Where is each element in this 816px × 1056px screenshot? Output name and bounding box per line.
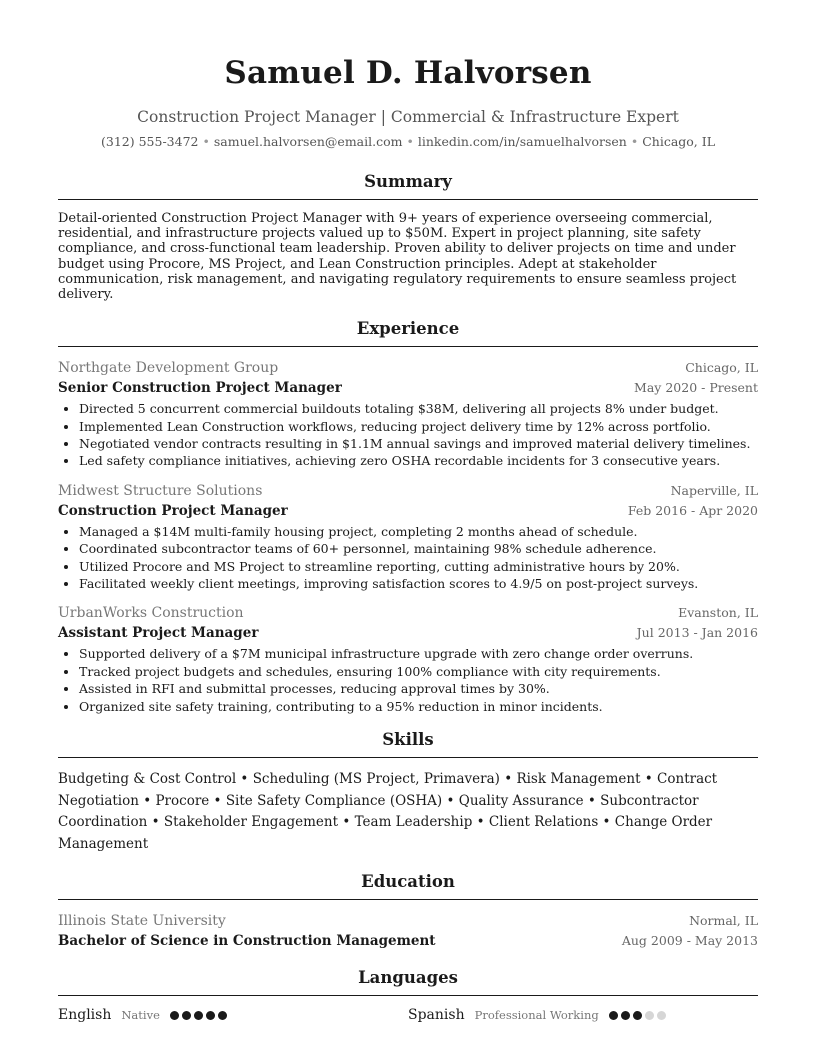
experience-entry: [58, 481, 758, 593]
headline: Construction Project Manager | Commercial & Infrastructure Expert: [137, 108, 679, 126]
proficiency-dot-filled: [218, 1011, 227, 1020]
job-bullet: • Managed a $14M multi-family housing project, completing 2 months ahead of schedule.: [79, 523, 758, 540]
experience-entry: [58, 358, 758, 470]
job-bullet: • Directed 5 concurrent commercial buildouts totaling $38M, delivering all projects 8% under budget.: [79, 400, 758, 417]
company-name: Midwest Structure Solutions: [58, 482, 263, 499]
section-divider: [58, 757, 758, 758]
proficiency-dot-filled: [182, 1011, 191, 1020]
proficiency-dot-filled: [194, 1011, 203, 1020]
job-title: Construction Project Manager: [58, 502, 288, 519]
contact-linkedin[interactable]: linkedin.com/in/samuelhalvorsen: [417, 134, 627, 149]
job-bullet: • Assisted in RFI and submittal processes, reducing approval times by 30%.: [79, 680, 758, 697]
education-dates: Aug 2009 - May 2013: [621, 933, 758, 949]
proficiency-dot-empty: [645, 1011, 654, 1020]
language-item: [58, 1007, 408, 1023]
section-divider: [58, 995, 758, 996]
section-divider: [58, 199, 758, 200]
contact-separator: •: [202, 134, 210, 149]
degree: Bachelor of Science in Construction Management: [58, 933, 436, 950]
contact-email[interactable]: samuel.halvorsen@email.com: [213, 134, 403, 149]
company-name: UrbanWorks Construction: [58, 605, 244, 622]
job-bullets: [58, 523, 758, 593]
language-name: Spanish: [408, 1007, 465, 1024]
languages-section: [58, 967, 758, 1023]
skills-section: [58, 729, 758, 855]
job-bullet: • Coordinated subcontractor teams of 60+ personnel, maintaining 98% schedule adherence.: [79, 540, 758, 557]
job-bullet: • Utilized Procore and MS Project to streamline reporting, cutting administrative hours by 20%.: [79, 558, 758, 575]
contact-separator: •: [406, 134, 414, 149]
job-bullet: • Led safety compliance initiatives, achieving zero OSHA recordable incidents for 3 consecutive years.: [79, 452, 758, 469]
job-dates: May 2020 - Present: [634, 380, 758, 396]
job-bullet: • Tracked project budgets and schedules, ensuring 100% compliance with city requirements.: [79, 663, 758, 680]
section-title-skills: Skills: [382, 730, 434, 750]
section-title-experience: Experience: [356, 319, 460, 339]
job-location: Chicago, IL: [685, 360, 758, 376]
job-dates: Feb 2016 - Apr 2020: [627, 502, 758, 518]
job-bullet: • Implemented Lean Construction workflows, reducing project delivery time by 12% across portfolio.: [79, 418, 758, 435]
summary-section: [58, 171, 758, 302]
contact-location: Chicago, IL: [642, 134, 715, 149]
skills-list: Budgeting & Cost Control • Scheduling (MS Project, Primavera) • Risk Management • Contract Negotiation • Procore • Site Safety Compliance (OSHA) • Quality Assurance • Subcontractor Coordination • Stakeholder Engagement • Team Leadership • Client Relations • Change Order Management: [58, 771, 718, 852]
section-title-education: Education: [361, 872, 455, 892]
experience-entry: [58, 603, 758, 715]
candidate-name: Samuel D. Halvorsen: [224, 55, 592, 91]
job-location: Evanston, IL: [678, 605, 758, 621]
company-name: Northgate Development Group: [58, 360, 279, 377]
proficiency-dot-filled: [170, 1011, 179, 1020]
section-title-summary: Summary: [364, 172, 452, 191]
proficiency-dot-filled: [633, 1011, 642, 1020]
job-bullet: • Negotiated vendor contracts resulting in $1.1M annual savings and improved material delivery timelines.: [79, 435, 758, 452]
job-title: Senior Construction Project Manager: [58, 380, 342, 397]
contact-separator: •: [630, 134, 639, 149]
job-bullet: • Facilitated weekly client meetings, improving satisfaction scores to 4.9/5 on post-project surveys.: [79, 575, 758, 592]
job-dates: Jul 2013 - Jan 2016: [636, 625, 758, 641]
experience-section: [58, 318, 758, 715]
section-divider: [58, 346, 758, 347]
language-item: [408, 1007, 758, 1023]
job-bullet: • Organized site safety training, contributing to a 95% reduction in minor incidents.: [79, 698, 758, 715]
section-title-languages: Languages: [358, 968, 458, 988]
proficiency-dot-filled: [609, 1011, 618, 1020]
job-title: Assistant Project Manager: [58, 625, 259, 642]
proficiency-dot-filled: [206, 1011, 215, 1020]
school-location: Normal, IL: [689, 913, 758, 929]
education-section: [58, 871, 758, 951]
language-level: Professional Working: [474, 1008, 599, 1023]
proficiency-dot-filled: [621, 1011, 630, 1020]
job-bullets: [58, 400, 758, 470]
language-level: Native: [121, 1008, 160, 1023]
contact-line: [58, 133, 758, 151]
job-bullet: • Supported delivery of a $7M municipal infrastructure upgrade with zero change order overruns.: [79, 645, 758, 662]
school-name: Illinois State University: [58, 913, 226, 930]
contact-phone: (312) 555-3472: [101, 134, 199, 149]
section-divider: [58, 899, 758, 900]
proficiency-dots: [170, 1011, 230, 1020]
summary-text: Detail-oriented Construction Project Manager with 9+ years of experience overseeing commercial, residential, and infrastructure projects valued up to $50M. Expert in project planning, site safety compliance, and cross-functional team leadership. Proven ability to deliver projects on time and under budget using Procore, MS Project, and Lean Construction principles. Adept at stakeholder communication, risk management, and navigating regulatory requirements to ensure seamless project delivery.: [58, 211, 737, 303]
language-name: English: [58, 1007, 112, 1024]
job-bullets: [58, 645, 758, 715]
proficiency-dots: [609, 1011, 669, 1020]
job-location: Naperville, IL: [670, 482, 758, 498]
proficiency-dot-empty: [657, 1011, 666, 1020]
resume-page: [58, 0, 758, 1023]
